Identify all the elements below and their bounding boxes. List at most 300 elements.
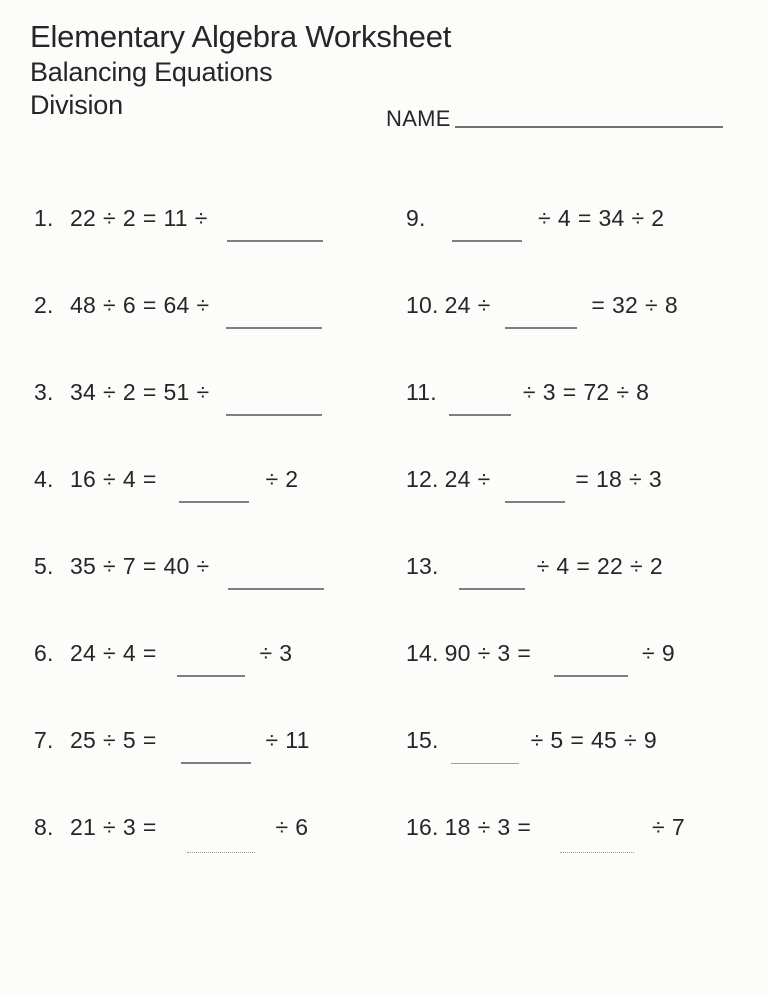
- answer-blank-15-t1[interactable]: [449, 725, 521, 755]
- spacer: [136, 370, 143, 400]
- spacer: [538, 805, 558, 835]
- spacer: [96, 370, 103, 400]
- equation-6: [34, 631, 299, 668]
- problem-8: [34, 805, 315, 892]
- equation-2: [34, 283, 332, 320]
- spacer: [445, 544, 457, 574]
- equation-7: [34, 718, 317, 755]
- spacer: [637, 718, 644, 748]
- spacer: [576, 370, 583, 400]
- problem-12: [406, 457, 669, 544]
- equals-sign-12: =: [575, 466, 590, 492]
- spacer: [96, 196, 103, 226]
- spacer: [662, 457, 669, 487]
- spacer: [136, 544, 143, 574]
- division-sign-7: ÷: [265, 727, 279, 753]
- spacer: [188, 196, 195, 226]
- operand-t3-2: 64: [163, 292, 190, 318]
- problem-number-14: 14.: [406, 640, 439, 666]
- operand-t4-13: 2: [649, 553, 663, 579]
- spacer: [136, 283, 143, 313]
- answer-blank-14-t3[interactable]: [552, 638, 630, 668]
- spacer: [624, 196, 631, 226]
- spacer: [136, 196, 143, 226]
- spacer: [278, 718, 285, 748]
- division-sign-6: ÷: [259, 640, 273, 666]
- name-input-rule[interactable]: [455, 126, 723, 128]
- problem-number-9: 9.: [406, 205, 426, 231]
- operand-t1-2: 48: [70, 292, 96, 318]
- problem-number-16: 16.: [406, 814, 439, 840]
- spacer: [116, 718, 123, 748]
- spacer: [543, 718, 550, 748]
- division-sign-8: ÷: [275, 814, 289, 840]
- spacer: [116, 283, 123, 313]
- problem-row: [0, 631, 768, 718]
- spacer: [116, 544, 123, 574]
- spacer: [658, 283, 665, 313]
- problem-15: [406, 718, 664, 805]
- spacer: [510, 805, 517, 835]
- division-sign-1: ÷: [102, 205, 116, 231]
- spacer: [513, 370, 523, 400]
- problem-6: [34, 631, 299, 718]
- equals-sign-7: =: [142, 727, 157, 753]
- spacer: [549, 544, 556, 574]
- equals-sign-15: =: [570, 727, 585, 753]
- spacer: [579, 283, 591, 313]
- spacer: [605, 283, 612, 313]
- problem-10: [406, 283, 685, 370]
- operand-t2-15: 5: [550, 727, 564, 753]
- equation-5: [34, 544, 336, 581]
- problem-2: [34, 283, 332, 370]
- division-sign-10: ÷: [477, 292, 491, 318]
- division-sign-8: ÷: [102, 814, 116, 840]
- problem-number-10: 10.: [406, 292, 439, 318]
- spacer: [471, 283, 478, 313]
- spacer: [531, 805, 538, 835]
- answer-blank-3-t4[interactable]: [224, 377, 324, 407]
- equals-sign-5: =: [142, 553, 157, 579]
- spacer: [567, 457, 575, 487]
- equals-sign-10: =: [591, 292, 606, 318]
- spacer: [663, 544, 670, 574]
- problem-row: [0, 718, 768, 805]
- spacer: [310, 718, 317, 748]
- problem-5: [34, 544, 336, 631]
- spacer: [96, 631, 103, 661]
- division-sign-16: ÷: [477, 814, 491, 840]
- spacer: [136, 631, 143, 661]
- problem-row: [0, 544, 768, 631]
- spacer: [298, 457, 305, 487]
- operand-t4-8: 6: [295, 814, 309, 840]
- division-sign-3: ÷: [196, 379, 210, 405]
- division-sign-7: ÷: [102, 727, 116, 753]
- equals-sign-8: =: [142, 814, 157, 840]
- spacer: [531, 631, 538, 661]
- operand-t4-4: 2: [285, 466, 299, 492]
- equation-9: [406, 196, 671, 233]
- problem-number-8: 8.: [34, 814, 54, 840]
- name-field-group: [386, 108, 723, 130]
- problem-row: [0, 370, 768, 457]
- spacer: [524, 196, 538, 226]
- spacer: [216, 544, 226, 574]
- page-title: Elementary Algebra Worksheet: [30, 19, 452, 54]
- problem-number-7: 7.: [34, 727, 54, 753]
- operand-t4-15: 9: [643, 727, 657, 753]
- problem-row: [0, 283, 768, 370]
- spacer: [471, 457, 478, 487]
- spacer: [116, 805, 123, 835]
- operand-t3-3: 51: [163, 379, 190, 405]
- problem-row: [0, 196, 768, 283]
- operand-t1-12: 24: [444, 466, 471, 492]
- spacer: [655, 631, 662, 661]
- problem-number-4: 4.: [34, 466, 54, 492]
- spacer: [571, 196, 578, 226]
- spacer: [209, 283, 216, 313]
- operand-t1-1: 22: [70, 205, 96, 231]
- operand-t2-7: 5: [122, 727, 136, 753]
- spacer: [216, 283, 224, 313]
- equals-sign-4: =: [142, 466, 157, 492]
- problem-number-15: 15.: [406, 727, 439, 753]
- division-sign-11: ÷: [616, 379, 630, 405]
- operand-t2-6: 4: [122, 640, 136, 666]
- operand-t2-2: 6: [122, 292, 136, 318]
- answer-blank-11-t1[interactable]: [447, 377, 513, 407]
- answer-blank-6-t3[interactable]: [175, 638, 247, 668]
- equation-15: [406, 718, 664, 755]
- answer-blank-5-t4[interactable]: [226, 551, 326, 581]
- spacer: [163, 457, 177, 487]
- equals-sign-6: =: [142, 640, 157, 666]
- operand-t1-7: 25: [70, 727, 96, 753]
- spacer: [563, 718, 570, 748]
- spacer: [622, 457, 629, 487]
- division-sign-2: ÷: [102, 292, 116, 318]
- spacer: [649, 370, 656, 400]
- operand-t2-4: 4: [122, 466, 136, 492]
- operand-t4-9: 2: [651, 205, 665, 231]
- spacer: [324, 370, 332, 400]
- spacer: [665, 805, 672, 835]
- operand-t2-8: 3: [122, 814, 136, 840]
- answer-blank-1-t4[interactable]: [225, 203, 325, 233]
- operand-t3-12: 18: [596, 466, 623, 492]
- division-sign-2: ÷: [196, 292, 210, 318]
- answer-blank-8-t3[interactable]: [185, 812, 257, 842]
- answer-blank-12-t2[interactable]: [503, 464, 567, 494]
- operand-t2-5: 7: [122, 553, 136, 579]
- equation-13: [406, 544, 670, 581]
- division-sign-3: ÷: [102, 379, 116, 405]
- spacer: [664, 196, 671, 226]
- problem-number-3: 3.: [34, 379, 54, 405]
- equation-10: [406, 283, 685, 320]
- spacer: [591, 196, 598, 226]
- division-sign-4: ÷: [102, 466, 116, 492]
- spacer: [569, 544, 576, 574]
- operand-t4-7: 11: [285, 727, 310, 753]
- operand-t2-9: 4: [557, 205, 571, 231]
- division-sign-13: ÷: [630, 553, 643, 579]
- equals-sign-14: =: [517, 640, 532, 666]
- spacer: [136, 718, 143, 748]
- spacer: [96, 718, 103, 748]
- spacer: [527, 544, 537, 574]
- spacer: [247, 631, 259, 661]
- division-sign-11: ÷: [522, 379, 536, 405]
- spacer: [292, 631, 299, 661]
- operand-t3-1: 11: [163, 205, 188, 231]
- answer-blank-7-t3[interactable]: [179, 725, 253, 755]
- operand-t3-9: 34: [598, 205, 625, 231]
- spacer: [636, 805, 652, 835]
- spacer: [156, 283, 163, 313]
- spacer: [136, 457, 143, 487]
- equals-sign-9: =: [577, 205, 592, 231]
- equation-14: [406, 631, 682, 668]
- equals-sign-11: =: [562, 379, 577, 405]
- spacer: [253, 718, 265, 748]
- spacer: [251, 457, 265, 487]
- division-sign-5: ÷: [196, 553, 210, 579]
- spacer: [163, 718, 179, 748]
- spacer: [490, 283, 497, 313]
- spacer: [116, 196, 123, 226]
- operand-t4-14: 9: [661, 640, 675, 666]
- spacer: [278, 457, 285, 487]
- spacer: [584, 718, 591, 748]
- problem-14: [406, 631, 682, 718]
- operand-t1-6: 24: [70, 640, 96, 666]
- equals-sign-1: =: [142, 205, 157, 231]
- problem-number-13: 13.: [406, 553, 439, 579]
- spacer: [325, 196, 335, 226]
- spacer: [642, 457, 649, 487]
- answer-blank-16-t3[interactable]: [558, 812, 636, 842]
- problem-number-12: 12.: [406, 466, 439, 492]
- operand-t2-1: 2: [122, 205, 136, 231]
- spacer: [156, 457, 163, 487]
- problem-11: [406, 370, 656, 457]
- spacer: [288, 805, 295, 835]
- division-sign-15: ÷: [530, 727, 544, 753]
- answer-blank-10-t2[interactable]: [503, 290, 579, 320]
- equation-11: [406, 370, 656, 407]
- spacer: [96, 457, 103, 487]
- operand-t1-5: 35: [70, 553, 96, 579]
- division-sign-9: ÷: [631, 205, 645, 231]
- spacer: [590, 544, 597, 574]
- spacer: [209, 544, 216, 574]
- equation-16: [406, 805, 692, 842]
- spacer: [163, 805, 185, 835]
- problem-13: [406, 544, 670, 631]
- spacer: [156, 718, 163, 748]
- worksheet-header: [0, 0, 768, 160]
- equals-sign-2: =: [142, 292, 157, 318]
- operand-t1-3: 34: [70, 379, 96, 405]
- operand-t4-6: 3: [279, 640, 293, 666]
- spacer: [136, 805, 143, 835]
- spacer: [551, 196, 558, 226]
- equation-8: [34, 805, 315, 842]
- operand-t2-11: 3: [542, 379, 556, 405]
- operand-t1-16: 18: [444, 814, 471, 840]
- operand-t3-11: 72: [583, 379, 610, 405]
- answer-blank-2-t4[interactable]: [224, 290, 324, 320]
- spacer: [216, 370, 224, 400]
- spacer: [257, 805, 275, 835]
- spacer: [156, 544, 163, 574]
- problem-9: [406, 196, 671, 283]
- spacer: [556, 370, 563, 400]
- spacer: [308, 805, 315, 835]
- spacer: [638, 283, 645, 313]
- equation-12: [406, 457, 669, 494]
- operand-t4-11: 8: [636, 379, 650, 405]
- answer-blank-13-t1[interactable]: [457, 551, 527, 581]
- operand-t3-13: 22: [597, 553, 624, 579]
- division-sign-16: ÷: [652, 814, 665, 840]
- division-sign-15: ÷: [624, 727, 637, 753]
- division-sign-5: ÷: [102, 553, 116, 579]
- division-sign-10: ÷: [645, 292, 658, 318]
- spacer: [209, 370, 216, 400]
- problem-number-6: 6.: [34, 640, 54, 666]
- operand-t1-8: 21: [70, 814, 96, 840]
- spacer: [490, 805, 497, 835]
- problem-7: [34, 718, 317, 805]
- equation-4: [34, 457, 305, 494]
- spacer: [272, 631, 279, 661]
- spacer: [156, 631, 163, 661]
- spacer: [643, 544, 650, 574]
- spacer: [490, 631, 497, 661]
- spacer: [617, 718, 624, 748]
- spacer: [442, 196, 450, 226]
- division-sign-1: ÷: [194, 205, 208, 231]
- operand-t2-16: 3: [497, 814, 511, 840]
- spacer: [644, 196, 651, 226]
- operand-t1-10: 24: [444, 292, 471, 318]
- spacer: [510, 631, 517, 661]
- spacer: [657, 718, 664, 748]
- operand-t4-12: 3: [648, 466, 662, 492]
- spacer: [609, 370, 616, 400]
- problem-3: [34, 370, 332, 457]
- problem-4: [34, 457, 305, 544]
- equals-sign-13: =: [576, 553, 591, 579]
- operand-t3-5: 40: [163, 553, 190, 579]
- equals-sign-3: =: [142, 379, 157, 405]
- operand-t1-4: 16: [70, 466, 96, 492]
- division-sign-14: ÷: [642, 640, 655, 666]
- operand-t1-14: 90: [444, 640, 471, 666]
- operand-t4-10: 8: [664, 292, 678, 318]
- spacer: [471, 631, 478, 661]
- spacer: [116, 457, 123, 487]
- operand-t3-15: 45: [591, 727, 618, 753]
- spacer: [215, 196, 225, 226]
- spacer: [116, 370, 123, 400]
- spacer: [589, 457, 596, 487]
- spacer: [189, 283, 196, 313]
- problem-16: [406, 805, 692, 892]
- problem-number-11: 11.: [406, 379, 437, 405]
- answer-blank-9-t1[interactable]: [450, 203, 524, 233]
- problem-row: [0, 457, 768, 544]
- spacer: [156, 805, 163, 835]
- spacer: [189, 544, 196, 574]
- division-sign-6: ÷: [102, 640, 116, 666]
- operand-t2-3: 2: [122, 379, 136, 405]
- division-sign-13: ÷: [536, 553, 550, 579]
- spacer: [96, 283, 103, 313]
- division-sign-12: ÷: [629, 466, 642, 492]
- operand-t4-16: 7: [671, 814, 685, 840]
- spacer: [538, 631, 552, 661]
- division-sign-14: ÷: [477, 640, 491, 666]
- equation-1: [34, 196, 335, 233]
- operand-t2-14: 3: [497, 640, 511, 666]
- problem-number-1: 1.: [34, 205, 54, 231]
- subtitle-operation: Division: [30, 90, 123, 120]
- spacer: [536, 370, 543, 400]
- spacer: [629, 370, 636, 400]
- problem-number-5: 5.: [34, 553, 54, 579]
- spacer: [675, 631, 682, 661]
- operand-t2-13: 4: [556, 553, 570, 579]
- spacer: [490, 457, 497, 487]
- division-sign-4: ÷: [265, 466, 279, 492]
- spacer: [96, 805, 103, 835]
- problem-grid: [0, 196, 768, 892]
- equals-sign-16: =: [517, 814, 532, 840]
- spacer: [156, 196, 163, 226]
- spacer: [685, 805, 692, 835]
- spacer: [324, 283, 332, 313]
- division-sign-12: ÷: [477, 466, 491, 492]
- division-sign-9: ÷: [538, 205, 551, 231]
- spacer: [163, 631, 175, 661]
- spacer: [326, 544, 336, 574]
- operand-t3-10: 32: [612, 292, 639, 318]
- spacer: [208, 196, 215, 226]
- spacer: [521, 718, 531, 748]
- spacer: [96, 544, 103, 574]
- spacer: [630, 631, 642, 661]
- spacer: [189, 370, 196, 400]
- problem-1: [34, 196, 335, 283]
- equation-3: [34, 370, 332, 407]
- spacer: [678, 283, 685, 313]
- spacer: [116, 631, 123, 661]
- problem-number-2: 2.: [34, 292, 54, 318]
- spacer: [471, 805, 478, 835]
- name-label: NAME: [386, 106, 451, 131]
- answer-blank-4-t3[interactable]: [177, 464, 251, 494]
- spacer: [156, 370, 163, 400]
- spacer: [623, 544, 630, 574]
- subtitle-topic: Balancing Equations: [30, 57, 273, 87]
- problem-row: [0, 805, 768, 892]
